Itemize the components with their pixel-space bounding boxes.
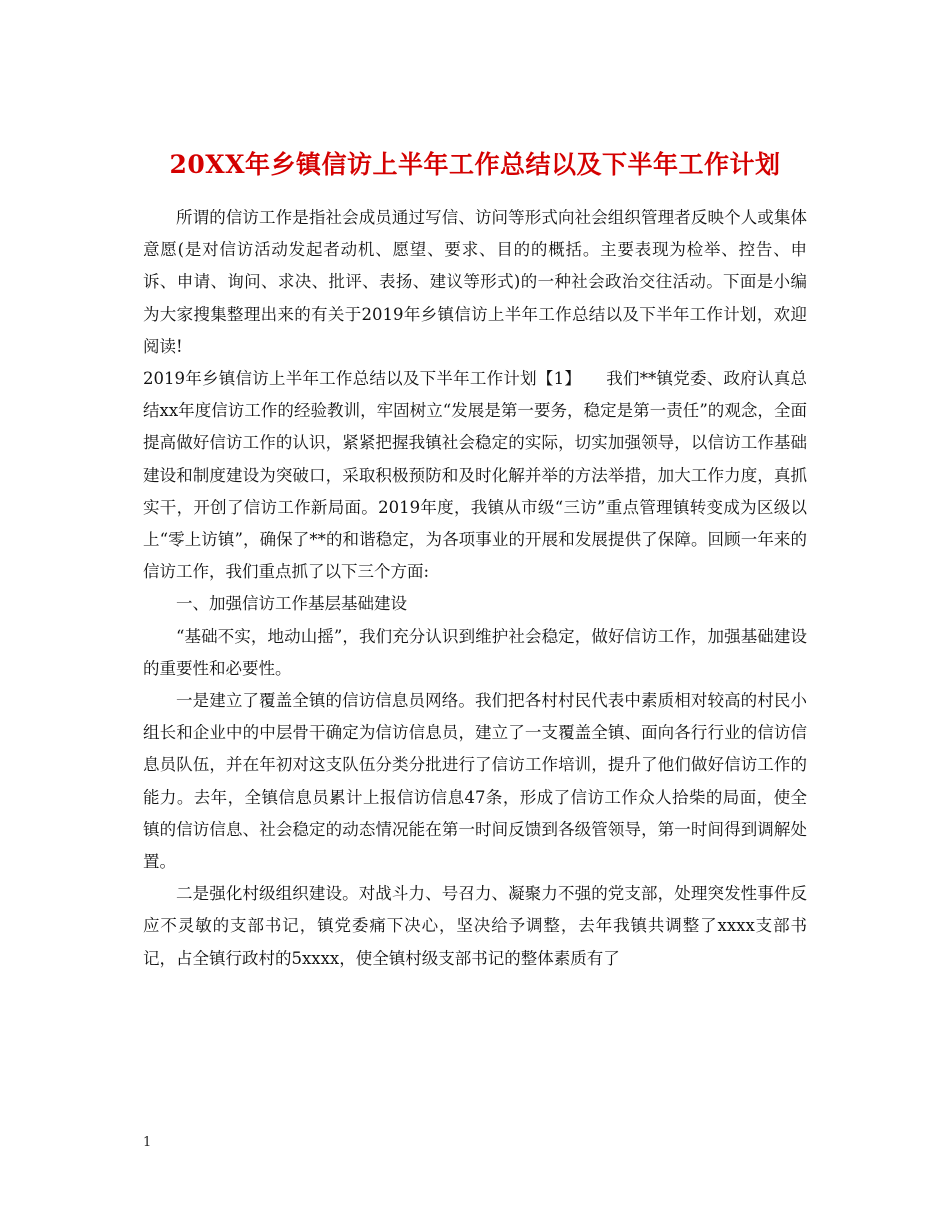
paragraph-subheading-1: 一、加强信访工作基层基础建设 [176,594,407,614]
paragraph-foundation: “基础不实，地动山摇”，我们充分认识到维护社会稳定，做好信访工作，加强基础建设的重要性和必要性。 [143,626,807,678]
paragraph-intro: 所谓的信访工作是指社会成员通过写信、访问等形式向社会组织管理者反映个人或集体意愿(是对信访活动发起者动机、愿望、要求、目的的概括。主要表现为检举、控告、申诉、申请、询问、求决、批评、表扬、建议等形式)的一种社会政治交往活动。下面是小编为大家搜集整理出来的有关于2019年乡镇信访上半年工作总结以及下半年工作计划，欢迎阅读! [143,208,807,356]
document-body [143,202,807,975]
document-title: 20XX年乡镇信访上半年工作总结以及下半年工作计划 [169,149,781,179]
page-number: 1 [143,1135,152,1150]
paragraph-point-2: 二是强化村级组织建设。对战斗力、号召力、凝聚力不强的党支部，处理突发性事件反应不灵敏的支部书记，镇党委痛下决心，坚决给予调整，去年我镇共调整了xxxx支部书记，占全镇行政村的5xxxx，使全镇村级支部书记的整体素质有了 [143,884,807,968]
paragraph-point-1: 一是建立了覆盖全镇的信访信息员网络。我们把各村村民代表中素质相对较高的村民小组长和企业中的中层骨干确定为信访信息员，建立了一支覆盖全镇、面向各行行业的信访信息员队伍，并在年初对这支队伍分类分批进行了信访工作培训，提升了他们做好信访工作的能力。去年，全镇信息员累计上报信访信息47条，形成了信访工作众人拾柴的局面，使全镇的信访信息、社会稳定的动态情况能在第一时间反馈到各级管领导，第一时间得到调解处置。 [143,691,807,872]
paragraph-section-heading-1: 2019年乡镇信访上半年工作总结以及下半年工作计划【1】 我们**镇党委、政府认真总结xx年度信访工作的经验教训，牢固树立“发展是第一要务，稳定是第一责任”的观念，全面提高做好信访工作的认识，紧紧把握我镇社会稳定的实际，切实加强领导，以信访工作基础建设和制度建设为突破口，采取积极预防和及时化解并举的方法举措，加大工作力度，真抓实干，开创了信访工作新局面。2019年度，我镇从市级“三访”重点管理镇转变成为区级以上“零上访镇”，确保了**的和谐稳定，为各项事业的开展和发展提供了保障。回顾一年来的信访工作，我们重点抓了以下三个方面: [143,369,807,582]
